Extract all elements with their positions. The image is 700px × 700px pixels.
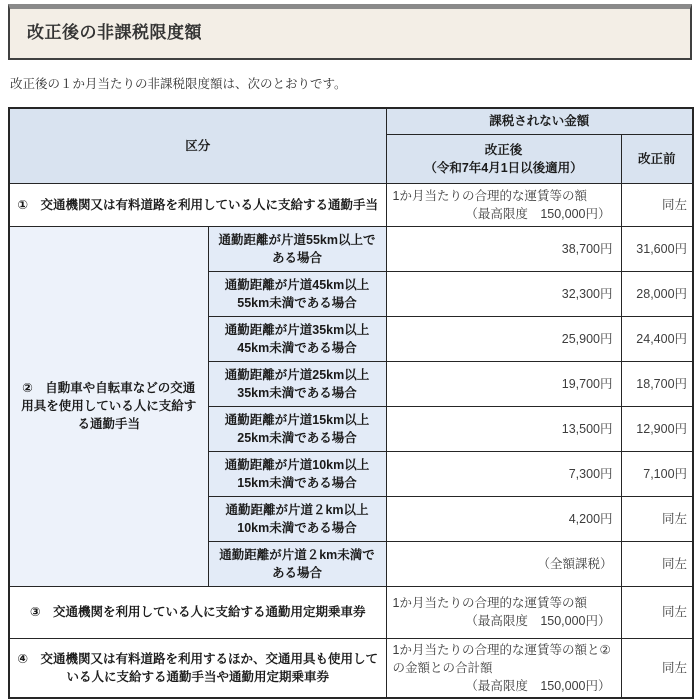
- page-title-box: [8, 4, 692, 60]
- condition-cell: 通勤距離が片道15km以上25km未満である場合: [208, 406, 386, 451]
- before-amount-cell: 24,400円: [621, 316, 693, 361]
- table-row-4: [9, 638, 693, 698]
- page-title: 改正後の非課税限度額: [27, 23, 202, 42]
- before-amount-cell: 12,900円: [621, 406, 693, 451]
- before-amount-cell: 31,600円: [621, 226, 693, 271]
- before-amount-cell: 18,700円: [621, 361, 693, 406]
- after-amount-cell: 7,300円: [386, 451, 621, 496]
- after-amount-cell: 38,700円: [386, 226, 621, 271]
- after-value-main-3: 1か月当たりの合理的な運賃等の額: [392, 596, 587, 611]
- after-value-cell-3: [386, 586, 621, 638]
- condition-cell: 通勤距離が片道35km以上45km未満である場合: [208, 316, 386, 361]
- table-row-1: [9, 183, 693, 226]
- condition-cell: 通勤距離が片道25km以上35km未満である場合: [208, 361, 386, 406]
- after-amount-cell: 4,200円: [386, 496, 621, 541]
- before-value-cell-3: 同左: [621, 586, 693, 638]
- before-amount-cell: 同左: [621, 496, 693, 541]
- header-before-revision: 改正前: [621, 134, 693, 183]
- category-cell-2: ② 自動車や自転車などの交通用具を使用している人に支給する通勤手当: [9, 226, 208, 586]
- after-value-cell-4: [386, 638, 621, 698]
- category-cell-1: ① 交通機関又は有料道路を利用している人に支給する通勤手当: [9, 183, 386, 226]
- condition-cell: 通勤距離が片道45km以上55km未満である場合: [208, 271, 386, 316]
- condition-cell: 通勤距離が片道10km以上15km未満である場合: [208, 451, 386, 496]
- condition-cell: 通勤距離が片道２km以上10km未満である場合: [208, 496, 386, 541]
- intro-text: 改正後の１か月当たりの非課税限度額は、次のとおりです。: [10, 77, 347, 92]
- after-amount-cell: 19,700円: [386, 361, 621, 406]
- before-value-cell-1: 同左: [621, 183, 693, 226]
- category-cell-3: ③ 交通機関を利用している人に支給する通勤用定期乗車券: [9, 586, 386, 638]
- after-value-main-4: 1か月当たりの合理的な運賃等の額と②の金額との合計額: [392, 642, 611, 675]
- header-after-revision: [386, 134, 621, 183]
- nontaxable-limit-table: [8, 107, 694, 699]
- after-value-main-1: 1か月当たりの合理的な運賃等の額: [392, 188, 587, 203]
- after-amount-cell: 32,300円: [386, 271, 621, 316]
- header-category: 区分: [9, 108, 386, 183]
- condition-cell: 通勤距離が片道２km未満である場合: [208, 541, 386, 586]
- after-value-limit-3: （最高限度 150,000円）: [465, 614, 611, 629]
- header-row-1: [9, 108, 693, 134]
- after-value-limit-4: （最高限度 150,000円）: [465, 678, 611, 693]
- header-after-label: 改正後: [484, 142, 523, 157]
- table-row-2-sub-0: [9, 226, 693, 271]
- after-amount-cell: （全額課税）: [386, 541, 621, 586]
- after-amount-cell: 25,900円: [386, 316, 621, 361]
- after-value-cell-1: [386, 183, 621, 226]
- before-amount-cell: 7,100円: [621, 451, 693, 496]
- after-value-limit-1: （最高限度 150,000円）: [465, 206, 611, 221]
- category-cell-4: ④ 交通機関又は有料道路を利用するほか、交通用具も使用している人に支給する通勤手当や通勤用定期乗車券: [9, 638, 386, 698]
- table-row-3: [9, 586, 693, 638]
- before-amount-cell: 28,000円: [621, 271, 693, 316]
- header-nontaxable-amount: 課税されない金額: [386, 108, 693, 134]
- header-after-note: （令和7年4月1日以後適用）: [424, 160, 583, 175]
- condition-cell: 通勤距離が片道55km以上である場合: [208, 226, 386, 271]
- before-amount-cell: 同左: [621, 541, 693, 586]
- after-amount-cell: 13,500円: [386, 406, 621, 451]
- before-value-cell-4: 同左: [621, 638, 693, 698]
